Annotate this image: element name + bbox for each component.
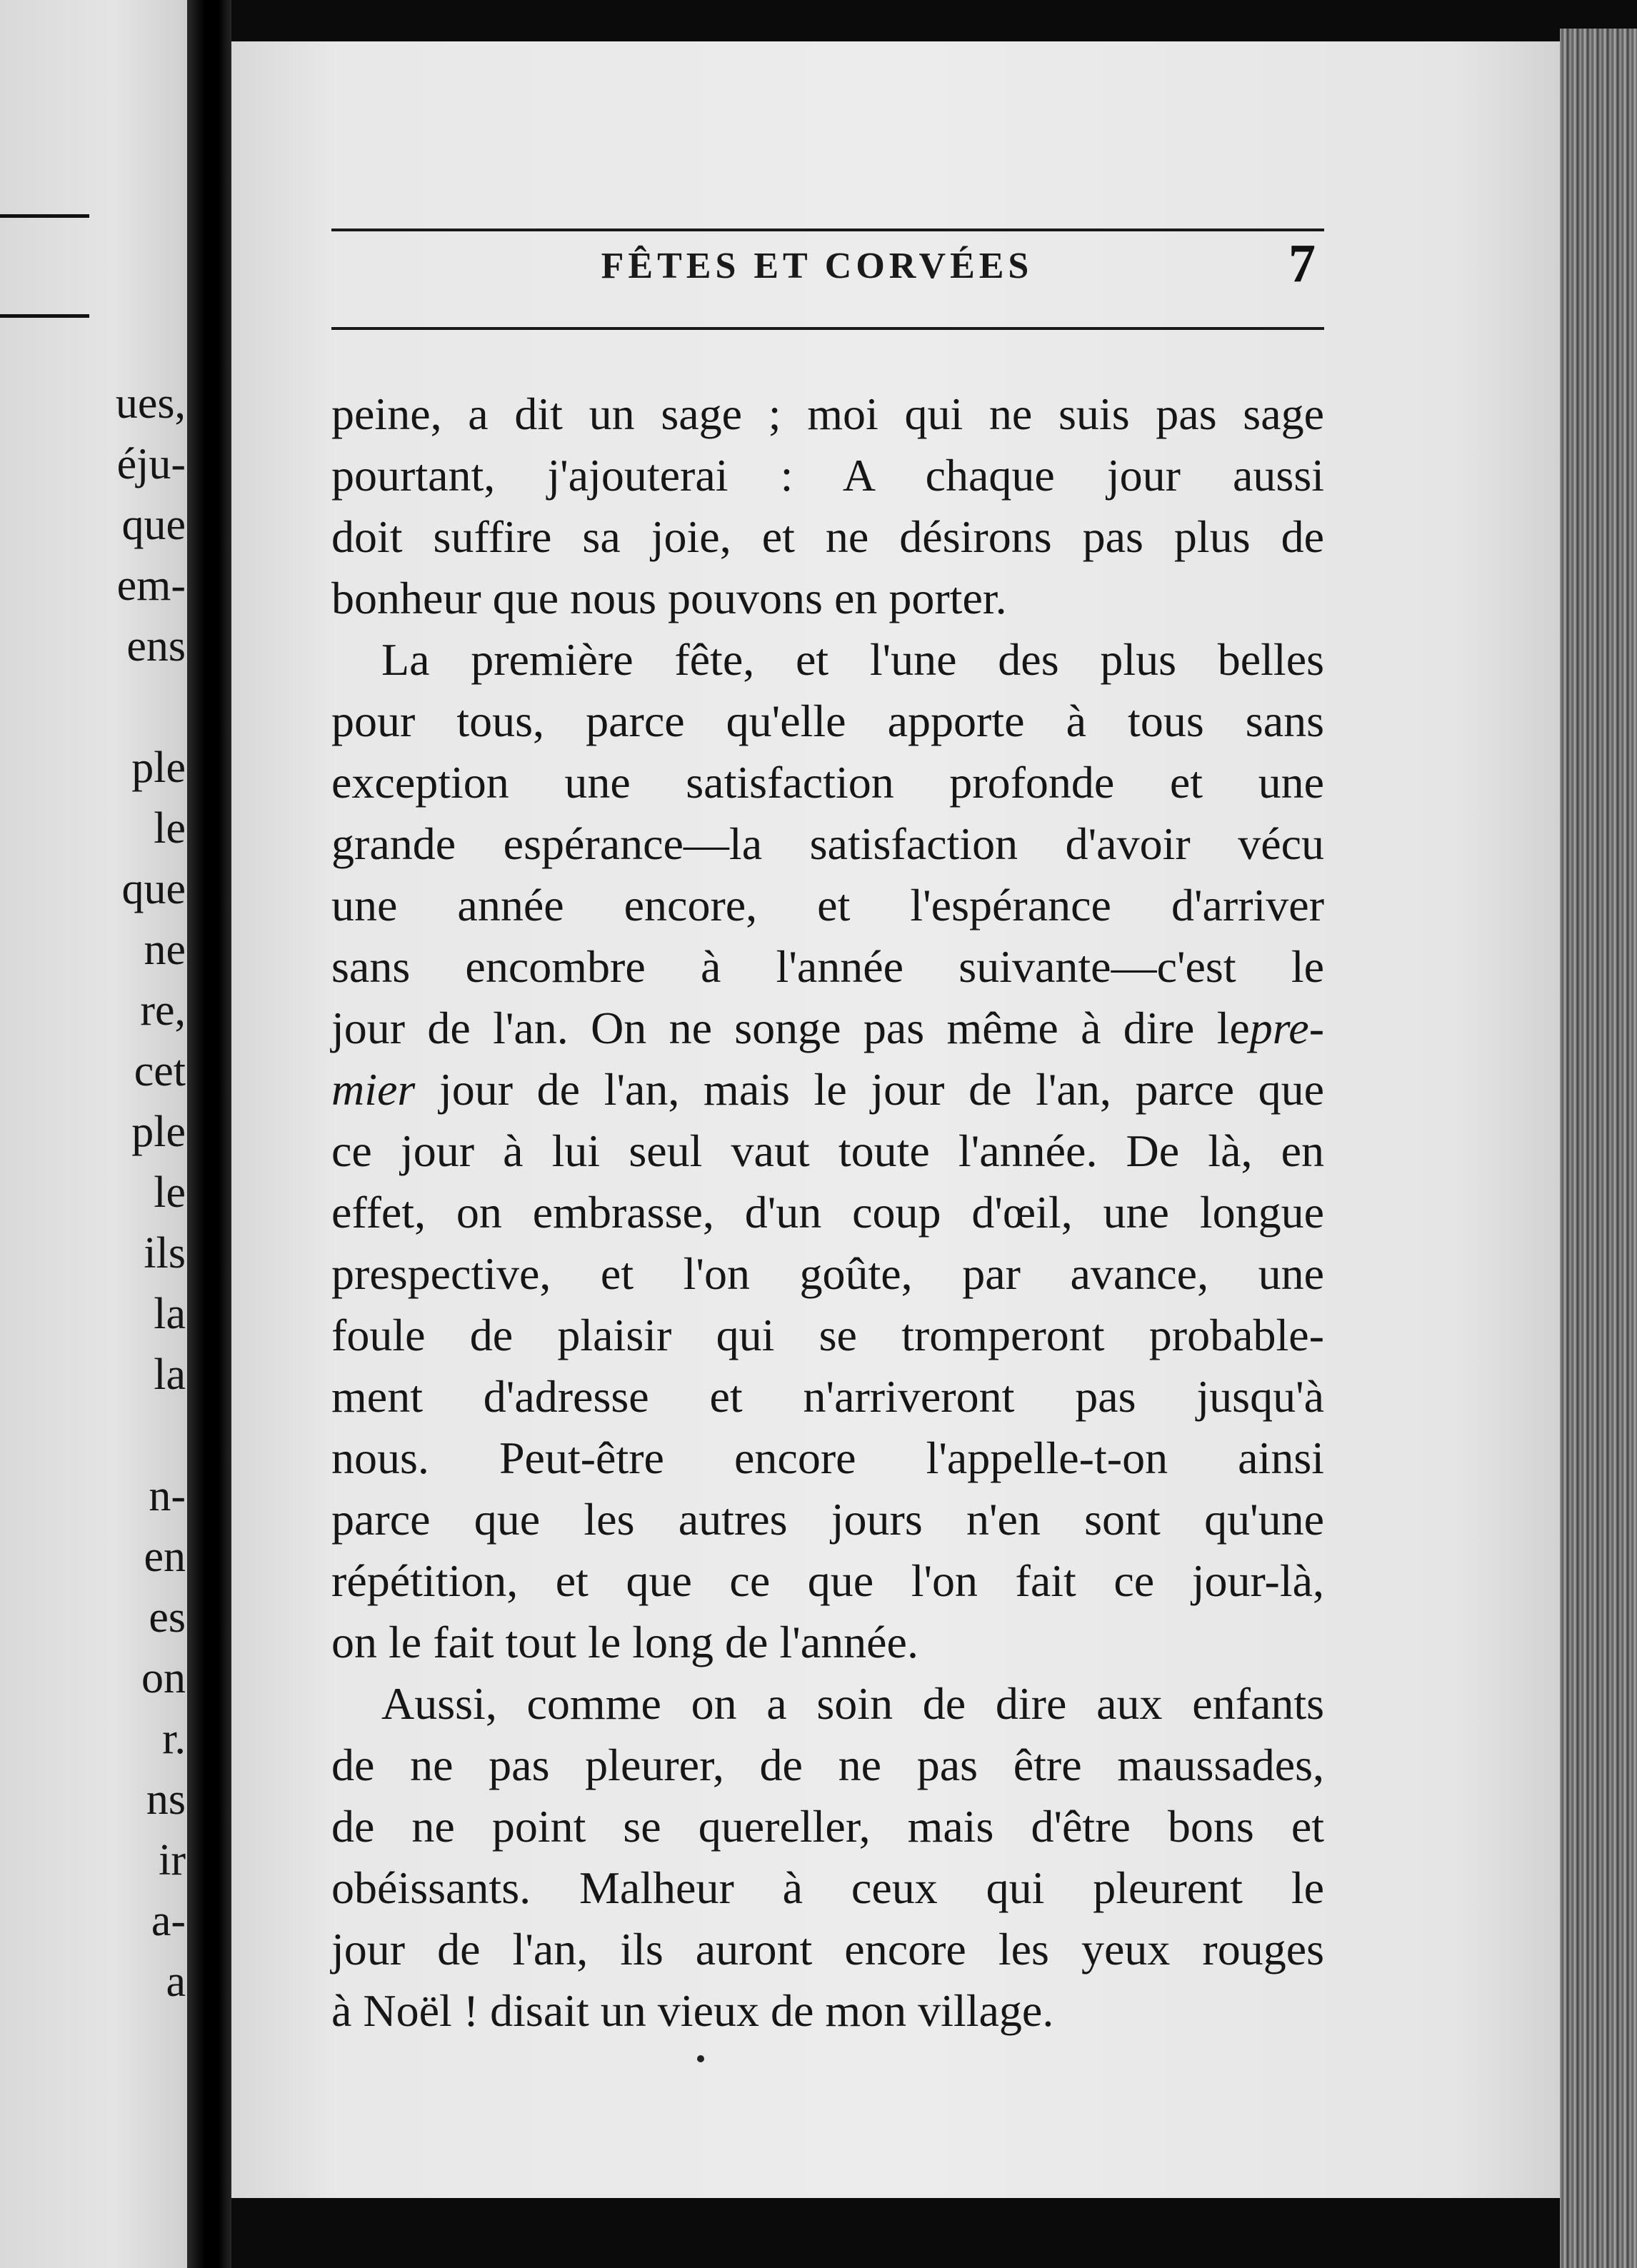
left-fragment: que bbox=[121, 501, 186, 549]
left-fragment: em- bbox=[116, 561, 186, 610]
text-line: Aussi, comme on a soin de dire aux enfants bbox=[381, 1678, 1324, 1729]
text-line: de ne pas pleurer, de ne pas être maussades, bbox=[331, 1740, 1324, 1790]
left-fragment: le bbox=[154, 1168, 186, 1217]
left-fragment: ple bbox=[131, 743, 186, 792]
text-line-part: jour de l'an. On ne songe pas même à dire le bbox=[331, 1003, 1250, 1053]
text-line: foule de plaisir qui se tromperont probable- bbox=[331, 1310, 1324, 1360]
text-line: peine, a dit un sage ; moi qui ne suis pas sage bbox=[331, 388, 1324, 439]
page-block-edge bbox=[1560, 29, 1637, 2268]
left-fragment: ple bbox=[131, 1108, 186, 1156]
left-fragment: n- bbox=[149, 1472, 186, 1520]
left-page-rule-top bbox=[0, 214, 89, 218]
text-line: bonheur que nous pouvons en porter. bbox=[331, 573, 1007, 623]
left-fragment: le bbox=[154, 804, 186, 853]
previous-page-fragment bbox=[0, 0, 187, 2268]
text-line: exception une satisfaction profonde et une bbox=[331, 757, 1324, 808]
text-line: à Noël ! disait un vieux de mon village. bbox=[331, 1985, 1054, 2036]
left-fragment: éju- bbox=[116, 440, 186, 488]
left-fragment: que bbox=[121, 865, 186, 913]
left-fragment: a- bbox=[151, 1897, 186, 1945]
text-line: obéissants. Malheur à ceux qui pleurent le bbox=[331, 1862, 1324, 1913]
text-line: ce jour à lui seul vaut toute l'année. De là, en bbox=[331, 1125, 1324, 1176]
left-fragment: ens bbox=[126, 622, 186, 671]
left-fragment: es bbox=[149, 1593, 186, 1642]
left-fragment: ns bbox=[146, 1775, 186, 1824]
text-line: nous. Peut-être encore l'appelle-t-on ainsi bbox=[331, 1432, 1324, 1483]
header-rule-bottom bbox=[331, 327, 1324, 330]
text-line: grande espérance—la satisfaction d'avoir vécu bbox=[331, 818, 1324, 869]
italic-fragment: mier bbox=[331, 1064, 416, 1115]
left-fragment: la bbox=[154, 1290, 186, 1338]
text-line: ment d'adresse et n'arriveront pas jusqu'à bbox=[331, 1371, 1324, 1422]
left-fragment: re, bbox=[140, 986, 186, 1035]
left-fragment: la bbox=[154, 1350, 186, 1399]
left-fragment: en bbox=[144, 1532, 186, 1581]
text-line: on le fait tout le long de l'année. bbox=[331, 1617, 918, 1667]
running-title: FÊTES ET CORVÉES bbox=[601, 246, 1033, 286]
left-fragment: cet bbox=[134, 1047, 186, 1095]
text-line-part: jour de l'an, mais le jour de l'an, parce que bbox=[439, 1064, 1324, 1115]
text-line: pourtant, j'ajouterai : A chaque jour aussi bbox=[331, 450, 1324, 501]
text-line: effet, on embrasse, d'un coup d'œil, une longue bbox=[331, 1187, 1324, 1238]
left-fragment: r. bbox=[162, 1715, 186, 1763]
text-line: répétition, et que ce que l'on fait ce jour-là, bbox=[331, 1555, 1324, 1606]
page-number: 7 bbox=[1288, 234, 1316, 293]
left-fragment: ne bbox=[144, 925, 186, 974]
text-line: de ne point se quereller, mais d'être bons et bbox=[331, 1801, 1324, 1852]
left-fragment: ils bbox=[144, 1229, 186, 1278]
text-line-with-italic bbox=[331, 1064, 1324, 1115]
left-fragment: a bbox=[166, 1957, 186, 2006]
text-line: doit suffire sa joie, et ne désirons pas plus de bbox=[331, 511, 1324, 562]
italic-fragment: pre- bbox=[1249, 1003, 1324, 1053]
left-page-rule-bottom bbox=[0, 314, 89, 318]
book-page bbox=[231, 41, 1560, 2198]
left-fragment: ir bbox=[159, 1836, 186, 1885]
left-fragment: on bbox=[141, 1654, 186, 1702]
text-line-with-italic bbox=[331, 1005, 1324, 1051]
left-fragment: ues, bbox=[115, 379, 186, 428]
text-line: prespective, et l'on goûte, par avance, une bbox=[331, 1248, 1324, 1299]
text-line: pour tous, parce qu'elle apporte à tous sans bbox=[331, 696, 1324, 746]
book-gutter bbox=[187, 0, 231, 2268]
text-line: sans encombre à l'année suivante—c'est le bbox=[331, 941, 1324, 992]
header-rule-top bbox=[331, 229, 1324, 231]
text-line: parce que les autres jours n'en sont qu'une bbox=[331, 1494, 1324, 1545]
text-line: jour de l'an, ils auront encore les yeux rouges bbox=[331, 1924, 1324, 1975]
ink-speck bbox=[697, 2055, 704, 2062]
text-line: une année encore, et l'espérance d'arriver bbox=[331, 880, 1324, 930]
text-line: La première fête, et l'une des plus belles bbox=[381, 634, 1324, 685]
